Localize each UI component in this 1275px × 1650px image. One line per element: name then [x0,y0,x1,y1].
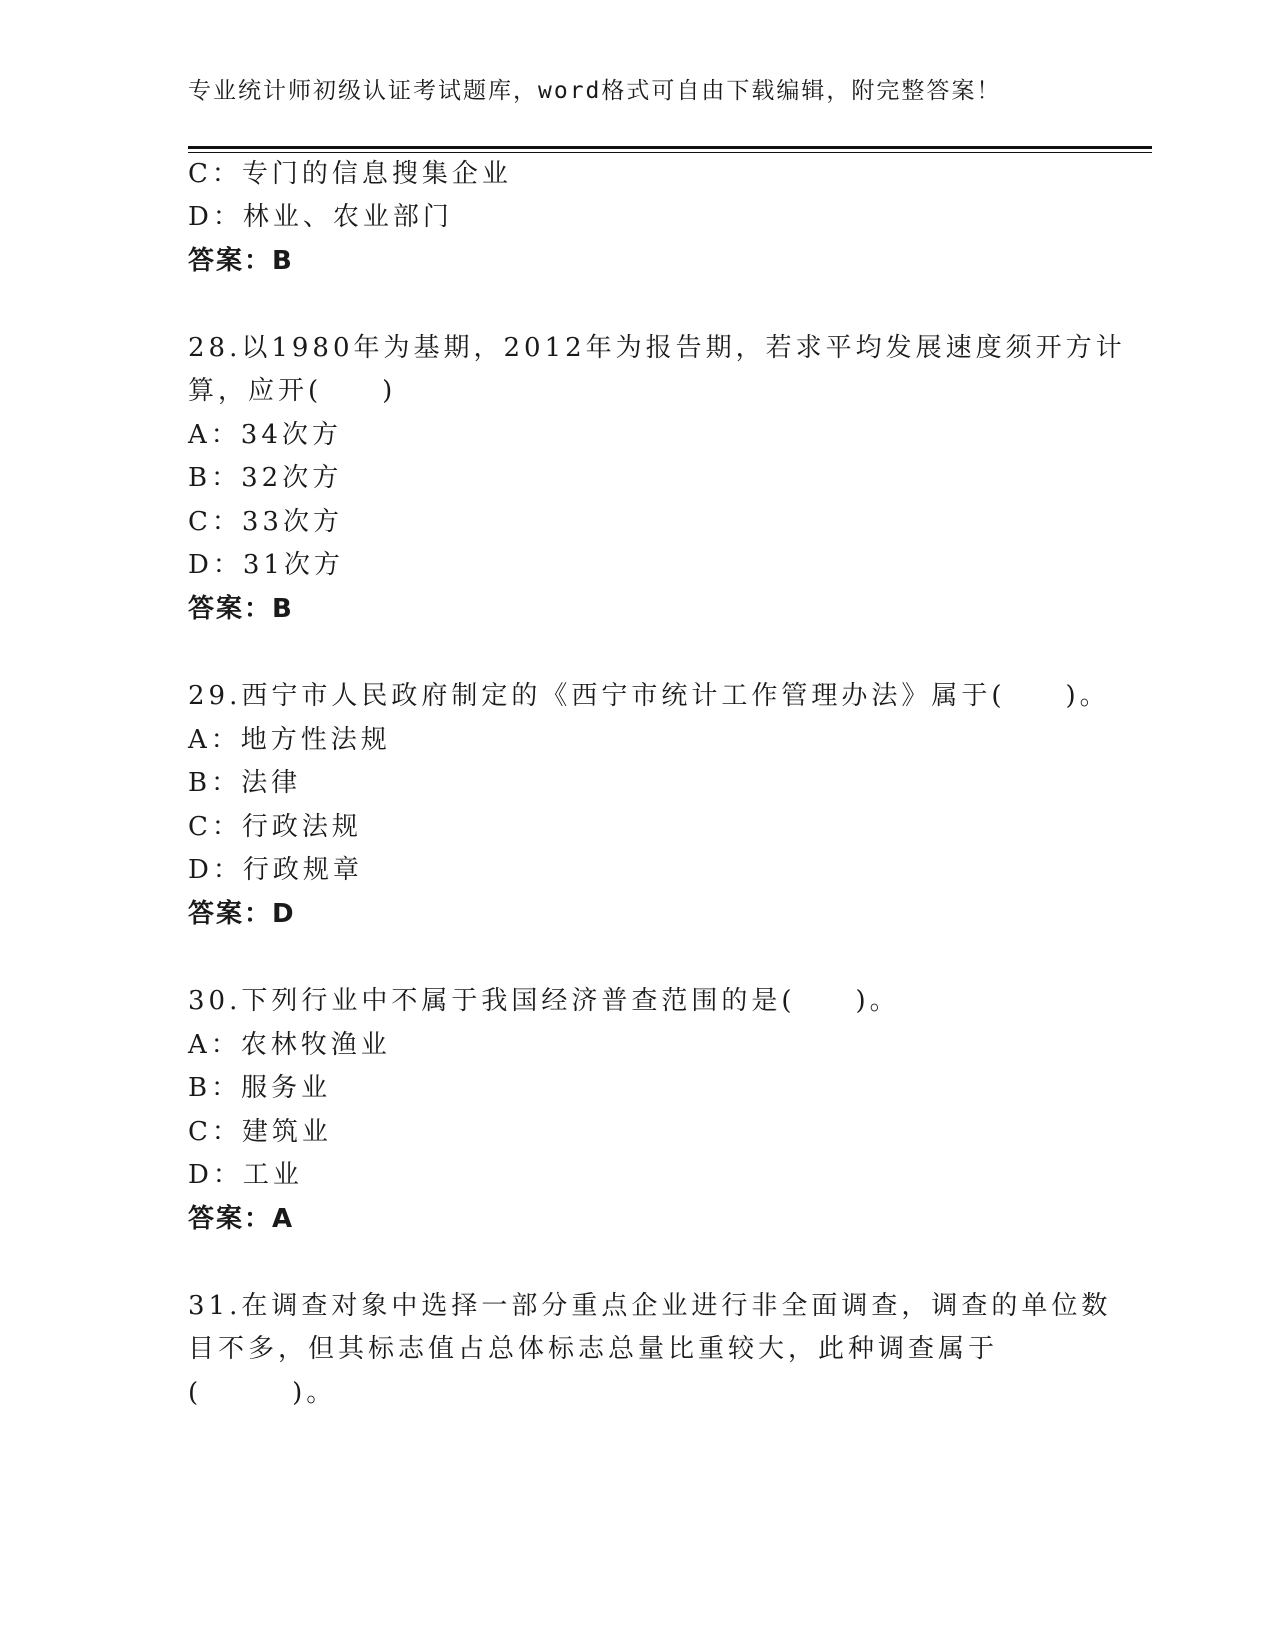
prev-option-c: C：专门的信息搜集企业 [188,159,512,189]
q31-text-line1: 31.在调查对象中选择一部分重点企业进行非全面调查，调查的单位数 [188,1291,1112,1321]
q29-option-a: A：地方性法规 [188,725,391,755]
header-rule-thick [188,146,1152,149]
q28-text-line2: 算，应开( ) [188,376,397,406]
q30-option-b: B：服务业 [188,1073,332,1103]
q29-answer: 答案：D [188,899,296,929]
q30-option-c: C：建筑业 [188,1117,332,1147]
q28-option-a: A：34次方 [188,420,342,450]
q28-option-b: B：32次方 [188,463,343,493]
q31-text-line3: ( )。 [188,1378,337,1408]
q31-text-line2: 目不多，但其标志值占总体标志总量比重较大，此种调查属于 [188,1334,999,1364]
q30-option-d: D：工业 [188,1160,303,1190]
prev-answer: 答案：B [188,246,294,276]
q30-option-a: A：农林牧渔业 [188,1030,391,1060]
header-rule-thin [188,152,1152,153]
q29-option-c: C：行政法规 [188,812,362,842]
q29-text-line1: 29.西宁市人民政府制定的《西宁市统计工作管理办法》属于( )。 [188,681,1110,711]
q30-text-line1: 30.下列行业中不属于我国经济普查范围的是( )。 [188,986,900,1016]
q30-answer: 答案：A [188,1204,295,1234]
prev-option-d: D：林业、农业部门 [188,202,453,232]
q28-answer: 答案：B [188,594,294,624]
q29-option-d: D：行政规章 [188,855,363,885]
q28-option-c: C：33次方 [188,507,343,537]
q29-option-b: B：法律 [188,768,302,798]
q28-option-d: D：31次方 [188,550,344,580]
header-title: 专业统计师初级认证考试题库，word格式可自由下载编辑，附完整答案！ [188,78,1002,104]
q28-text-line1: 28.以1980年为基期，2012年为报告期，若求平均发展速度须开方计 [188,333,1126,363]
